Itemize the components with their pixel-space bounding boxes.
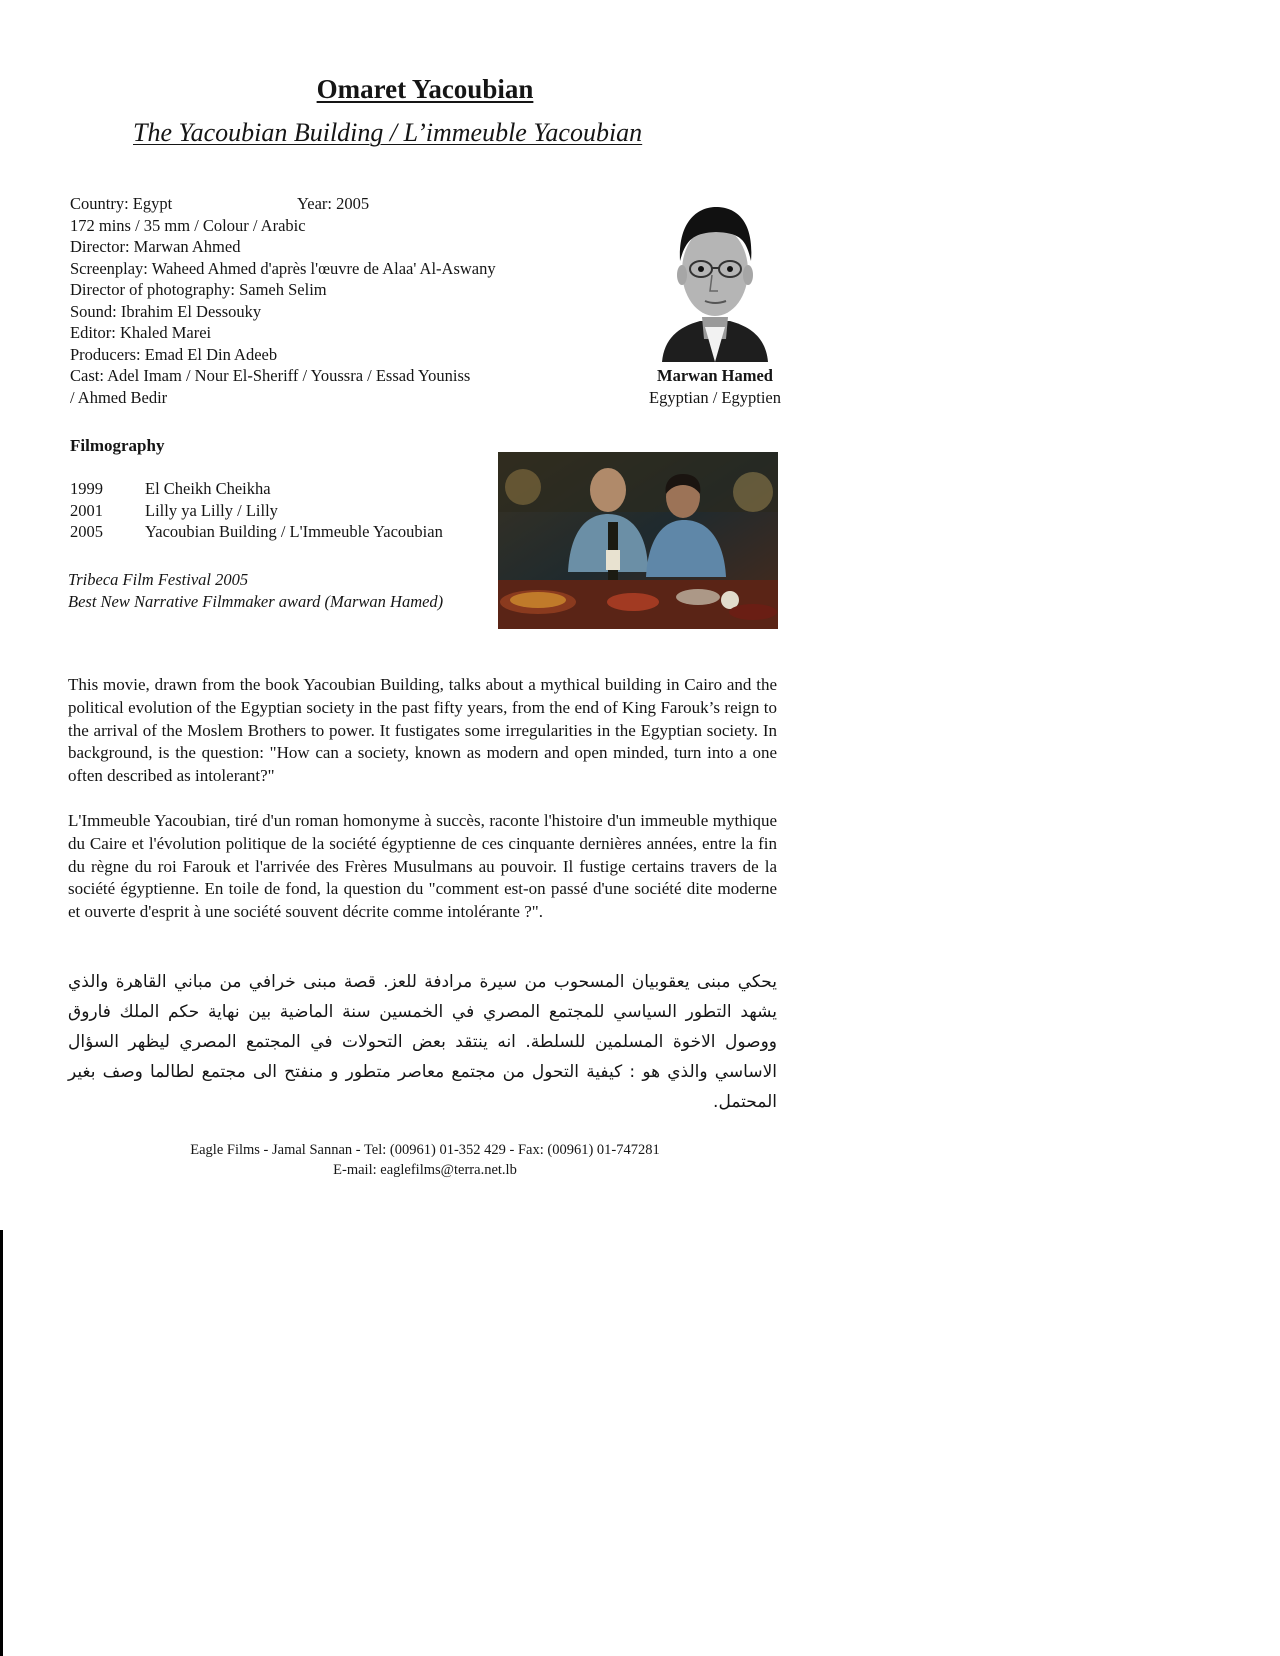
filmography-year: 1999 <box>70 479 103 498</box>
filmography-item <box>70 478 443 500</box>
filmography-film: Yacoubian Building / L'Immeuble Yacoubian <box>145 522 443 541</box>
award-title: Best New Narrative Filmmaker award (Marwan Hamed) <box>68 592 444 611</box>
scan-edge-mark <box>0 1230 3 1656</box>
country-line: Country: Egypt <box>70 194 173 213</box>
award-festival: Tribeca Film Festival 2005 <box>68 570 249 589</box>
credits-block <box>70 193 496 408</box>
film-title: Omaret Yacoubian <box>316 74 534 104</box>
screenplay-line: Screenplay: Waheed Ahmed d'après l'œuvre de Alaa' Al-Aswany <box>70 258 496 278</box>
year-line: Year: 2005 <box>297 194 370 213</box>
director-nationality: Egyptian / Egyptien <box>649 388 781 407</box>
director-name: Marwan Hamed <box>657 366 773 385</box>
synopsis-arabic: يحكي مبنى يعقوبيان المسحوب من سيرة مرادفة للعز. قصة مبنى خرافي من مباني القاهرة والذي يشهد التطور السياسي للمجتمع المصري في الخمسين سنة الماضية بين نهاية حكم الملك فاروق ووصول الاخوة المسلمين للسلطة. انه ينتقد بعض التحولات في المجتمع المصري ليظهر السؤال الاساسي والذي هو : كيفية التحول من مجتمع معاصر متطور و منفتح الى مجتمع لطالما وصف بغير المحتمل. <box>68 972 777 1112</box>
filmography-film: Lilly ya Lilly / Lilly <box>145 500 278 520</box>
footer-contact: Eagle Films - Jamal Sannan - Tel: (00961) 01-352 429 - Fax: (00961) 01-747281 <box>190 1142 660 1158</box>
producers-line: Producers: Emad El Din Adeeb <box>70 344 278 364</box>
cast-line: Cast: Adel Imam / Nour El-Sheriff / Youssra / Essad Youniss <box>70 366 471 385</box>
synopsis-english: This movie, drawn from the book Yacoubian Building, talks about a mythical building in Cairo and the political evolution of the Egyptian society in the past fifty years, from the end of King Farouk’s reign to the arrival of the Moslem Brothers to power. It fustigates some irregularities in the Egyptian society. In background, is the question: "How can a society, known as modern and open minded, turn into a one often described as intolerant?" <box>68 675 777 786</box>
film-subtitle: The Yacoubian Building / L’immeuble Yacoubian <box>133 118 643 147</box>
director-line: Director: Marwan Ahmed <box>70 237 241 256</box>
filmography-year: 2005 <box>70 522 103 541</box>
photography-line: Director of photography: Sameh Selim <box>70 280 327 299</box>
footer-email: E-mail: eaglefilms@terra.net.lb <box>333 1162 517 1178</box>
sound-line: Sound: Ibrahim El Dessouky <box>70 301 262 321</box>
director-portrait <box>650 199 780 362</box>
filmography-list <box>70 478 443 543</box>
filmography-heading: Filmography <box>70 436 165 455</box>
filmography-item <box>70 521 443 543</box>
synopsis-french: L'Immeuble Yacoubian, tiré d'un roman homonyme à succès, raconte l'histoire d'un immeuble mythique du Caire et l'évolution politique de la société égyptienne de ces cinquante dernières années, entre la fin du règne du roi Farouk et l'arrivée des Frères Musulmans au pouvoir. Il fustige certains travers de la société égyptienne. En toile de fond, la question du "comment est-on passé d'une société dite moderne et ouverte d'esprit à une société souvent décrite comme intolérante ?". <box>68 811 777 922</box>
cast-line-continued: / Ahmed Bedir <box>70 387 168 407</box>
filmography-year: 2001 <box>70 500 103 520</box>
editor-line: Editor: Khaled Marei <box>70 323 212 342</box>
specs-line: 172 mins / 35 mm / Colour / Arabic <box>70 215 306 235</box>
award-note <box>68 569 443 613</box>
filmography-item <box>70 500 443 522</box>
filmography-film: El Cheikh Cheikha <box>145 479 271 498</box>
film-still <box>498 452 778 629</box>
